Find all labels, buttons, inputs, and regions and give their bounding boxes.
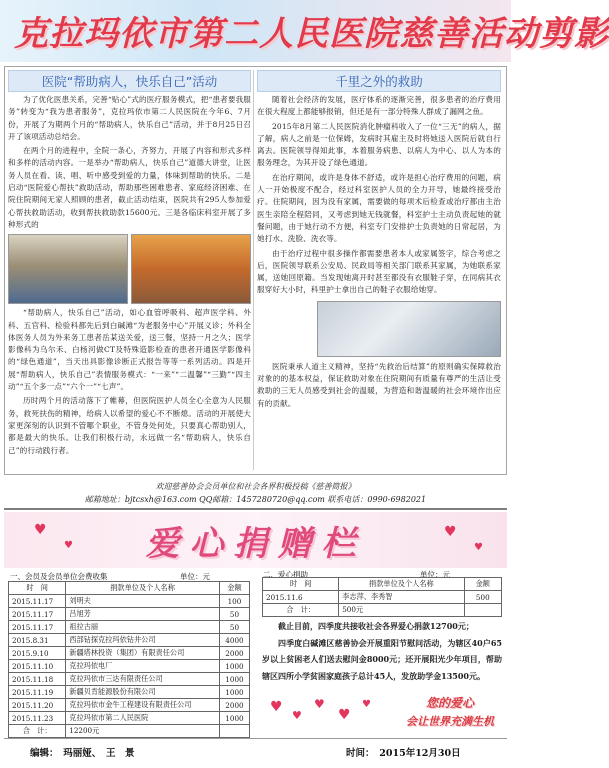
- member-unit-label: 单位：元: [180, 572, 210, 581]
- right-article: [257, 70, 501, 470]
- activity-photos: [8, 234, 251, 304]
- date-cell: 2015.8.31: [9, 634, 66, 647]
- article-paragraph: 在治疗期间，或许是身体不舒适，或许是担心治疗费用的问题，病人一开始极度不配合，经过科室医护人员的全力开导，她最终接受治疗。住院期间，因为没有家属，需要做的每项术后检查或治疗都由主治医生亲陪全程陪同，又考虑到她无钱就餐，科室护士主动负责起她的就餐问题，由于她行动不方便，科室专门安排护士负责她的日常起居，为她打水、洗脸、洗衣等。: [257, 172, 501, 244]
- table-row: [9, 686, 250, 699]
- donor-cell: 克拉玛依市第二人民医院: [66, 712, 220, 725]
- contact-info: [4, 480, 507, 508]
- column-header: 金额: [219, 582, 249, 595]
- article-paragraph: 医院秉承人道主义精神，坚持“先救治后结算”的原则确实保障救治对象的的基本权益，保证救助对象在住院期间有质量有尊严的生活让受救助的三无人员感受到社会的温暖，为营造和谐温暖的社会环境作出应有的贡献。: [257, 361, 501, 408]
- empty-cell: [219, 725, 249, 738]
- editors: 编辑： 玛丽娅、 王 景: [30, 748, 135, 759]
- article-paragraph: 为了优化医患关系，完善“贴心”式的医疗服务模式，把“患者要我服务”转变为“我为患者服务”，克拉玛依市第二人民医院在今年6、7月份，开展了为期两个月的“帮助病人，快乐自己”活动，并于8月25日召开了该项活动总结会。: [8, 95, 251, 141]
- amount-cell: 4000: [219, 634, 249, 647]
- heart-icon: ♥: [474, 542, 483, 553]
- amount-cell: 1000: [219, 686, 249, 699]
- column-header: 时 间: [263, 578, 339, 591]
- total-value: 500元: [339, 604, 464, 617]
- donor-cell: 西部钻探克拉玛依钻井公司: [66, 634, 220, 647]
- masthead-banner: [0, 0, 609, 62]
- date-cell: 2015.9.10: [9, 647, 66, 660]
- article-paragraph: 在两个月的进程中，全院一条心，齐努力，开展了内容和形式多样和多样的活动内容。一是举办“帮助病人，快乐自己”道德大讲堂，让医务人员在看、读、唱、听中感受到爱的力量，体味到帮助的快乐。二是启动“医院爱心帮扶”救助活动，帮助那些困难患者、家庭经济困难、在院住院期间无家人照顾的患者，截止活动结束，医院共有295人参加爱心帮扶救助活动，收到帮扶救助款15600元。三是各临床科室开展了多种形式的: [8, 146, 251, 229]
- column-header: 时 间: [9, 582, 66, 595]
- table-row: [9, 673, 250, 686]
- donor-cell: 祖拉古丽: [66, 621, 220, 634]
- date-cell: 2015.11.19: [9, 686, 66, 699]
- issue-date: 时间： 2015年12月30日: [346, 748, 461, 759]
- ward-photo: [317, 301, 501, 357]
- donor-cell: 新疆塔林投资（集团）有限责任公司: [66, 647, 220, 660]
- heart-icon: ♥: [362, 699, 371, 710]
- heart-icon: ♥: [292, 709, 302, 722]
- donor-cell: 克拉玛依市三达有限责任公司: [66, 673, 220, 686]
- table-header-row: [263, 578, 502, 591]
- total-value: 12200元: [66, 725, 220, 738]
- date-cell: 2015.11.17: [9, 595, 66, 608]
- donor-cell: 克拉玛依电厂: [66, 660, 220, 673]
- heart-icon: ♥: [338, 707, 351, 723]
- date-cell: 2015.11.18: [9, 673, 66, 686]
- article-paragraph: “帮助病人，快乐自己”活动，如心血管呼吸科、超声医学科、外科、五官科、检验科都先后到白碱滩“为老服务中心”开展义诊；外科全体医务人员为外来务工患者岳某送关爱，送三餐，坚持一月之久；医学影像科为乌尔禾、白杨河做CT及特殊造影检查的患者开通医学影像科的“绿色通道”，当天出具影像诊断正式报告等等一系列活动。四是开展“帮助病人，快乐自己”表情服务模式：“一来”“二温馨”“三勤”“四主动”“五个多一点”“六个一”“七声”。: [8, 308, 251, 392]
- table-row: [9, 608, 250, 621]
- table-row: [9, 660, 250, 673]
- heart-icon: ♥: [34, 522, 47, 538]
- table-row: [263, 591, 502, 604]
- donor-cell: 吕旭芳: [66, 608, 220, 621]
- amount-cell: 500: [464, 591, 501, 604]
- donation-title: 爱心捐赠栏: [145, 524, 366, 564]
- date-cell: 2015.11.10: [9, 660, 66, 673]
- amount-cell: 100: [219, 595, 249, 608]
- date-cell: 2015.11.23: [9, 712, 66, 725]
- table-row: [9, 621, 250, 634]
- member-section-label: 一、会员及会员单位会费收集: [10, 572, 108, 581]
- column-divider: [253, 70, 254, 470]
- table-row: [9, 712, 250, 725]
- amount-cell: 1000: [219, 660, 249, 673]
- column-header: 捐款单位及个人名称: [339, 578, 464, 591]
- amount-cell: 1000: [219, 712, 249, 725]
- table-row: [9, 634, 250, 647]
- article-paragraph: 2015年8月第二人民医院消化肿瘤科收入了一位“三无”的病人，据了解，病人之前是一位保姆，发病时其雇主及时将她送入医院后就自行离去。医院领导得知此事，本着服务病患、以病人为中心、以人为本的服务理念，为其开设了绿色通道。: [257, 121, 501, 168]
- left-article: [8, 70, 251, 470]
- table-total-row: [263, 604, 502, 617]
- amount-cell: 50: [219, 608, 249, 621]
- masthead-title: 克拉玛依市第二人民医院慈善活动剪影: [14, 14, 609, 54]
- left-article-title: 医院“帮助病人，快乐自己”活动: [8, 70, 251, 92]
- column-header: 捐款单位及个人名称: [66, 582, 220, 595]
- meeting-photo: [8, 234, 128, 304]
- heart-icon: ♥: [64, 540, 73, 551]
- heart-cluster: [270, 695, 390, 725]
- member-fee-table: [8, 581, 250, 738]
- contact-invite: 欢迎慈善协会会员单位和社会各界积极投稿《慈善简报》: [155, 482, 356, 491]
- right-article-title: 千里之外的救助: [257, 70, 501, 92]
- heart-icon: ♥: [444, 524, 457, 540]
- love-section-label: 二、爱心捐助: [263, 570, 308, 579]
- amount-cell: 50: [219, 621, 249, 634]
- love-unit-label: 单位：元: [420, 570, 450, 579]
- column-header: 金额: [464, 578, 501, 591]
- footer-rule: [4, 738, 507, 739]
- date-cell: 2015.11.6: [263, 591, 339, 604]
- table-row: [9, 699, 250, 712]
- clinic-photo: [131, 234, 251, 304]
- article-paragraph: 随着社会经济的发展，医疗体系的逐渐完善，很多患者的治疗费用在很大程度上都能够报销，但还是有一部分特殊人群成了漏网之鱼。: [257, 95, 501, 117]
- notice-line: 截止目前，四季度共接收社会各界爱心捐款12700元；: [278, 621, 474, 631]
- notice-line: 四季度白碱滩区慈善协会开展重阳节慰问活动，为辖区40户65岁以上贫困老人们送去慰问金8000元；还开展阳光少年项目，帮助辖区四所小学贫困家庭孩子总计45人，发放助学金13500元。: [262, 637, 502, 681]
- empty-cell: [464, 604, 501, 617]
- amount-cell: 1000: [219, 673, 249, 686]
- love-donation-table: [262, 577, 502, 617]
- table-row: [9, 595, 250, 608]
- amount-cell: 2000: [219, 647, 249, 660]
- heart-icon: ♥: [314, 697, 325, 711]
- footer: [30, 745, 490, 759]
- donation-notice: [262, 618, 502, 684]
- total-label: 合 计：: [9, 725, 66, 738]
- table-row: [9, 647, 250, 660]
- amount-cell: 2000: [219, 699, 249, 712]
- article-paragraph: 历时两个月的活动落下了帷幕，但医院医护人员全心全意为人民服务，救死扶伤的精神，给病人以希望的爱心不不断熄。活动的开展使大家更深刻的认识到不管哪个职业，不管身处何处，只要真心帮助别人，都是最大的快乐。让我们积极行动，永远做一名“帮助病人，快乐自己”的行动践行者。: [8, 396, 251, 455]
- date-cell: 2015.11.17: [9, 621, 66, 634]
- date-cell: 2015.11.17: [9, 608, 66, 621]
- slogan-line: 您的爱心: [425, 696, 474, 710]
- date-cell: 2015.11.20: [9, 699, 66, 712]
- section-rule: [4, 508, 507, 510]
- slogan-line: 会让世界充满生机: [406, 715, 494, 728]
- article-paragraph: 由于治疗过程中很多操作都需要患者本人或家属签字，综合考虑之后，医院领导联系公安局、民政局等相关部门联系其家属，为她联系家属，送她回原籍。当发现她离开时甚至都没有衣服鞋子穿，在同病其衣服穿好大小时，科里护士拿出自己的鞋子衣服给她穿。: [257, 248, 501, 295]
- donor-cell: 克拉玛依市金牛工程建设有限责任公司: [66, 699, 220, 712]
- heart-icon: ♥: [270, 699, 283, 715]
- slogan: [398, 694, 502, 729]
- table-header-row: [9, 582, 250, 595]
- donor-cell: 刘明夫: [66, 595, 220, 608]
- donation-banner: [4, 512, 507, 568]
- total-label: 合 计：: [263, 604, 339, 617]
- table-total-row: [9, 725, 250, 738]
- donor-cell: 李志萍、李秀智: [339, 591, 464, 604]
- contact-details: 邮箱地址：bjtcsxh@163.com QQ邮箱：1457280720@qq.com 联系电话：0990-6982021: [84, 495, 427, 504]
- donor-cell: 新疆贝肯能源股份有限公司: [66, 686, 220, 699]
